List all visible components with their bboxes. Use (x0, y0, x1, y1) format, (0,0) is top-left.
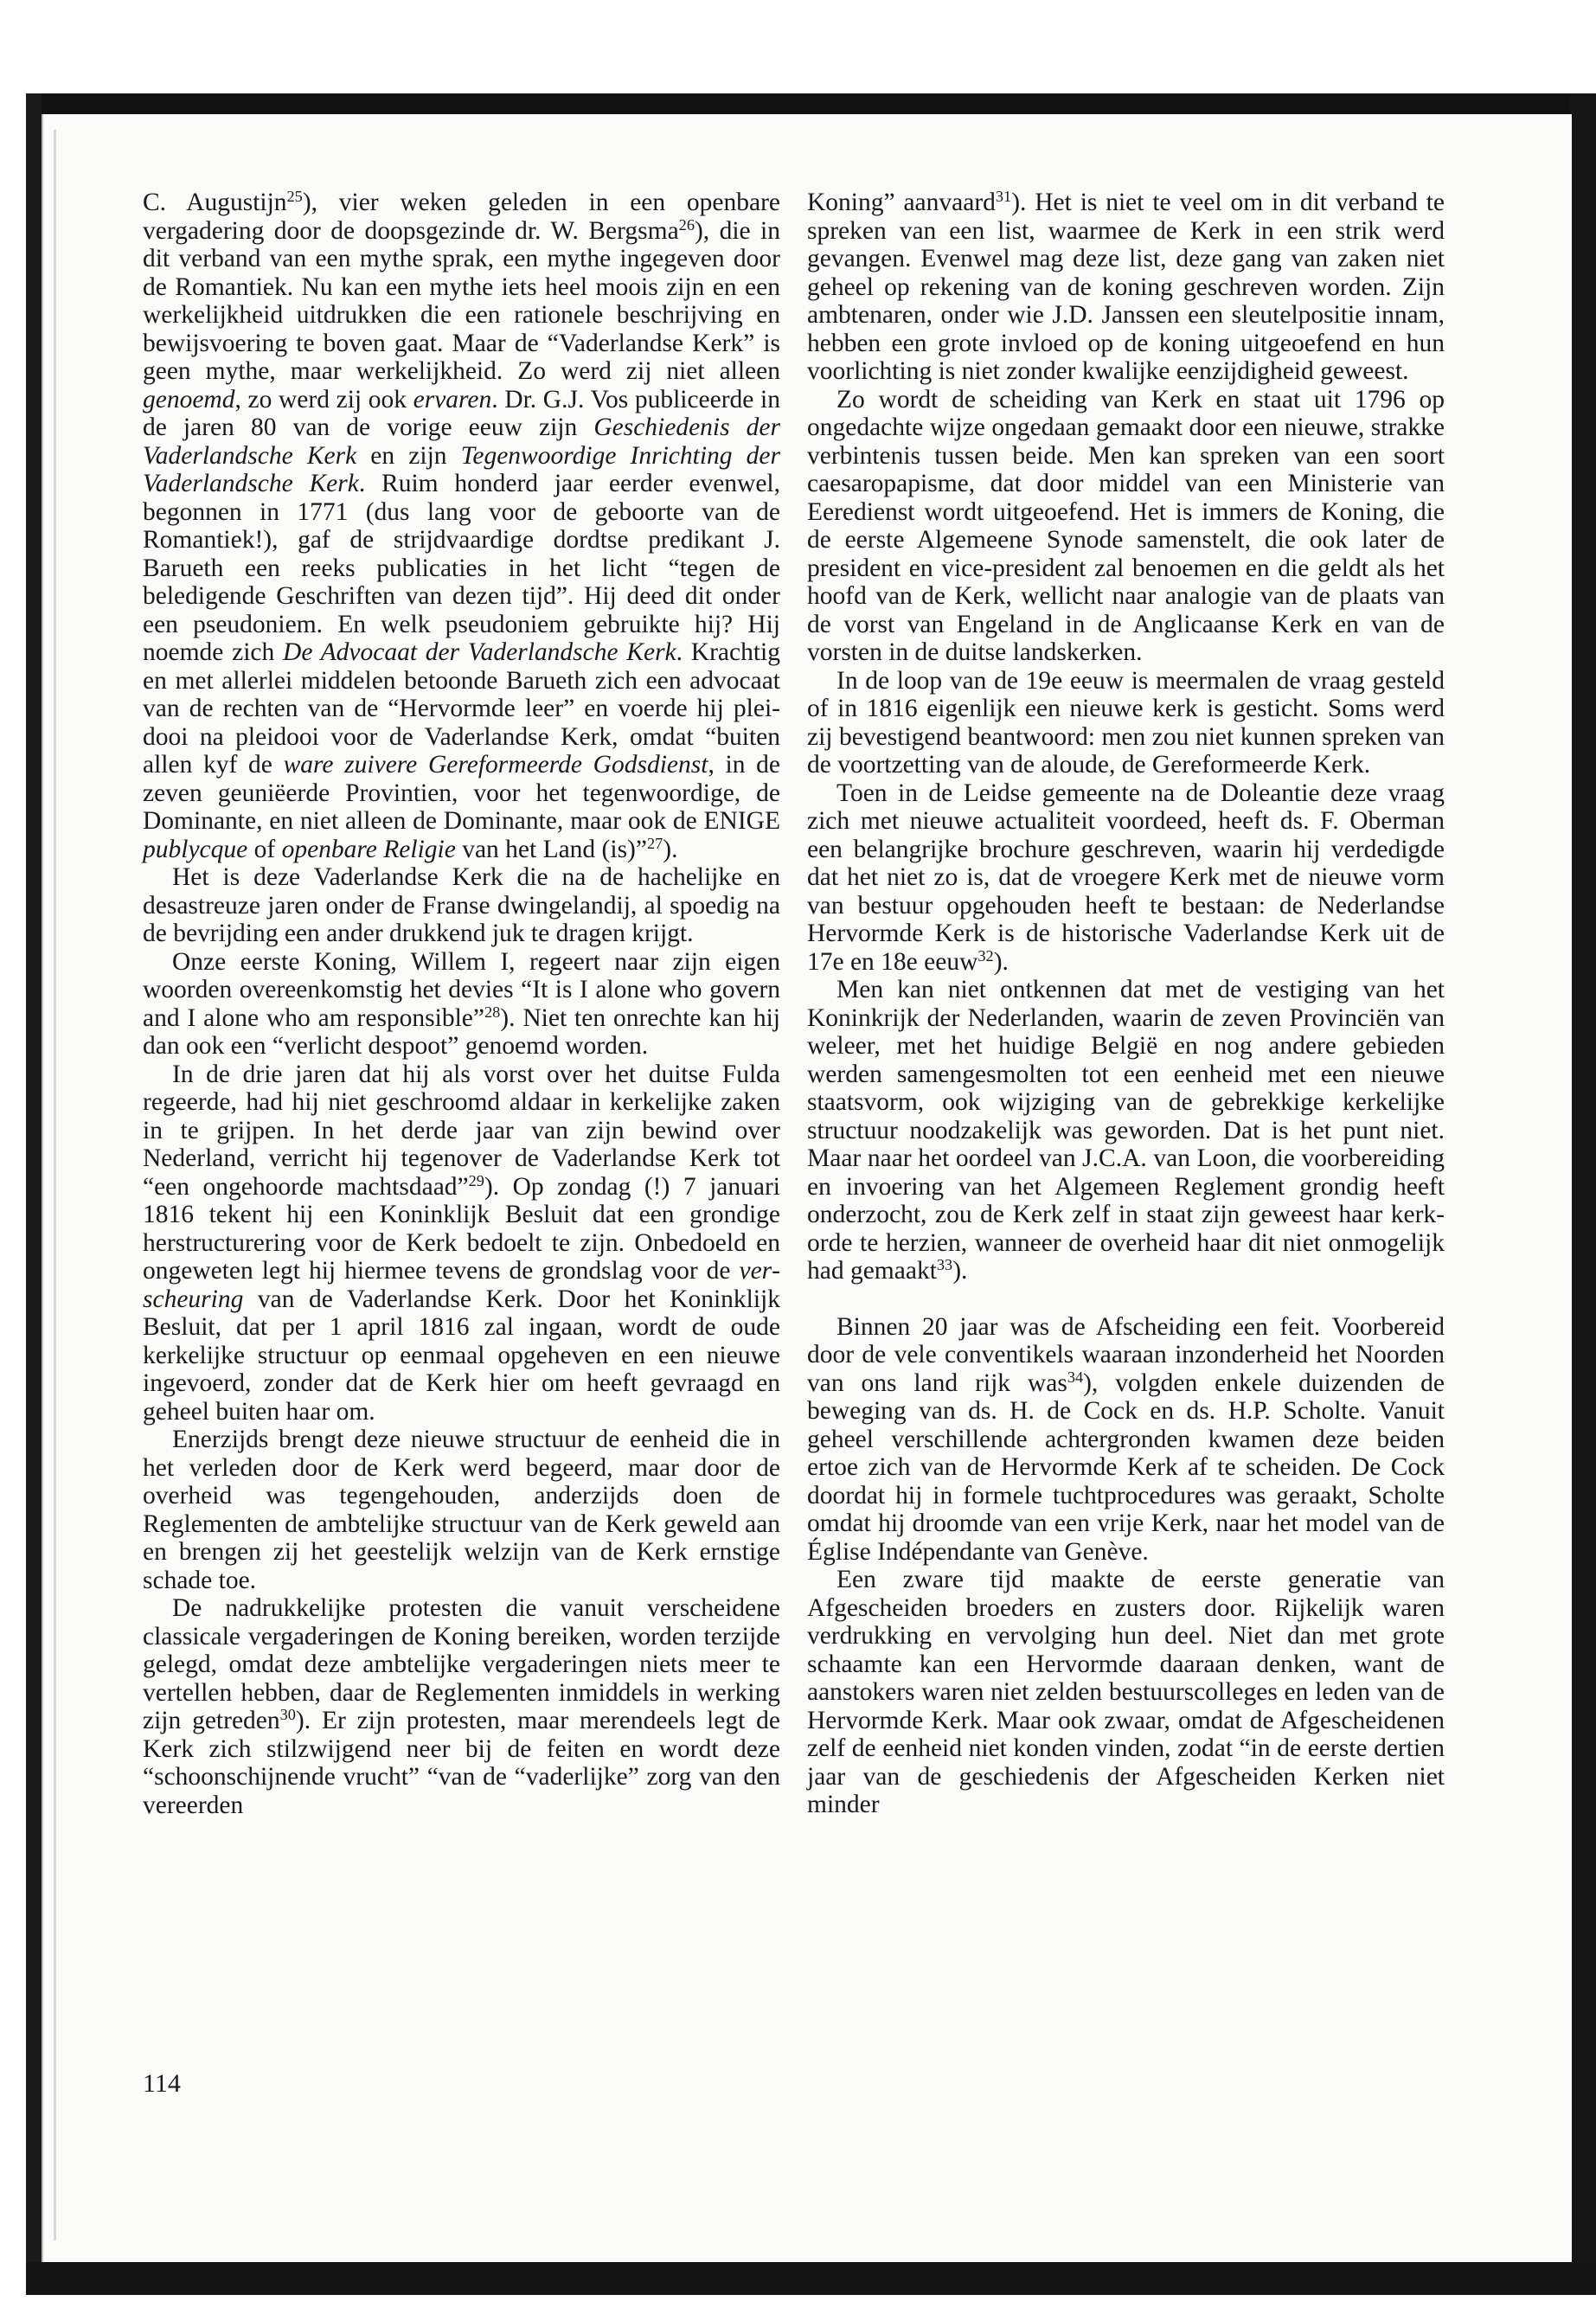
scanner-border-bottom (26, 2262, 1596, 2295)
paragraph: Zo wordt de scheiding van Kerk en staat uit 1796 op ongedachte wijze ongedaan gemaakt door een nieuwe, strakke verbintenis tussen beide. Men kan spreken van een soort caesaropapisme, dat door middel van een Ministerie van Eeredienst wordt uitgeoefend. Het is immers de Koning, die de eerste Algemeene Synode samenstelt, die ook later de president en vice-president zal benoemen en die geldt als het hoofd van de Kerk, wellicht naar analogie van de plaats van de vorst van Engeland in de Anglicaanse Kerk en van de vorsten in de duitse landskerken. (807, 385, 1445, 666)
paragraph: Binnen 20 jaar was de Afscheiding een feit. Voorbereid door de vele conventikels waaraan inzonderheid het Noorden van ons land rijk was$^{34}$), volgden enkele duizenden de beweging van ds. H. de Cock en ds. H.P. Scholte. Vanuit geheel verschillende achtergronden kwamen deze beiden ertoe zich van de Hervormde Kerk af te scheiden. De Cock doordat hij in formele tuchtprocedures was geraakt, Scholte omdat hij droomde van een vrije Kerk, naar het model van de Église Indépendante van Genève. (807, 1312, 1445, 1566)
scanner-border-left (26, 93, 42, 2295)
right-text-column (807, 189, 1445, 1819)
paragraph: Men kan niet ontkennen dat met de vestiging van het Koninkrijk der Nederlanden, waarin de zeven Provinciën van weleer, met het huidige België en nog andere gebieden werden samengesmolten tot een eenheid met een nieuwe staatsvorm, ook wijziging van de gebrekkige kerkelijke structuur noodzakelijk was geworden. Dat is het punt niet. Maar naar het oordeel van J.C.A. van Loon, die voorbereiding en invoering van het Algemeen Reglement grondig heeft onderzocht, zou de Kerk zelf in staat zijn geweest haar kerkorde te herzien, wanneer de overheid haar dit niet onmogelijk had gemaakt$^{33}$). (807, 976, 1445, 1285)
paragraph: Het is deze Vaderlandse Kerk die na de hachelijke en desastreuze jaren onder de Franse dwingelandij, al spoedig na de bevrijding een ander drukkend juk te dragen krijgt. (143, 863, 780, 947)
paragraph: Toen in de Leidse gemeente na de Doleantie deze vraag zich met nieuwe actualiteit voordeed, heeft ds. F. Oberman een belangrijke brochure geschreven, waarin hij verdedigde dat het niet zo is, dat de vroegere Kerk met de nieuwe vorm van bestuur opgehouden heeft te bestaan: de Nederlandse Hervormde Kerk is de historische Vaderlandse Kerk uit de 17e en 18e eeuw$^{32}$). (807, 779, 1445, 976)
paragraph: C. Augustijn$^{25}$), vier weken geleden in een openbare vergadering door de doopsgezinde dr. W. Bergsma$^{26}$), die in dit verband van een mythe sprak, een mythe ingegeven door de Romantiek. Nu kan een mythe iets heel moois zijn en een werkelijkheid uitdrukken die een rationele beschrijving en bewijsvoering te boven gaat. Maar de “Vaderlandse Kerk” is geen mythe, maar werkelijkheid. Zo werd zij niet alleen genoemd, zo werd zij ook ervaren. Dr. G.J. Vos publiceerde in de jaren 80 van de vorige eeuw zijn Geschiedenis der Vaderlandsche Kerk en zijn Tegenwoordige Inrichting der Vaderlandsche Kerk. Ruim honderd jaar eerder evenwel, begonnen in 1771 (dus lang voor de geboorte van de Romantiek!), gaf de strijdvaardige dordtse predikant J. Barueth een reeks publicaties in het licht “tegen de beledigende Geschriften van dezen tijd”. Hij deed dit onder een pseudoniem. En welk pseudoniem gebruikte hij? Hij noemde zich De Advocaat der Vaderlandsche Kerk. Krachtig en met allerlei middelen betoonde Barueth zich een advocaat van de rechten van de “Hervormde leer” en voerde hij pleidooi na pleidooi voor de Vaderlandse Kerk, omdat “buiten allen kyf de ware zuivere Gereformeerde Godsdienst, in de zeven geuniëerde Provintien, voor het tegenwoordige, de Dominante, en niet alleen de Dominante, maar ook de ENIGE publycque of openbare Religie van het Land (is)”$^{27}$). (143, 187, 781, 863)
scanner-border-right (1570, 93, 1596, 2295)
paragraph: De nadrukkelijke protesten die vanuit verscheidene classicale vergaderingen de Koning bereiken, worden terzijde gelegd, omdat deze ambtelijke vergaderingen niets meer te vertellen hebben, daar de Reglementen inmiddels in werking zijn getreden$^{30}$). Er zijn protesten, maar merendeels legt de Kerk zich stilzwijgend neer bij de feiten en wordt deze “schoonschijnende vrucht” “van de “vaderlijke” zorg van den vereerden (143, 1594, 780, 1819)
paragraph: Enerzijds brengt deze nieuwe structuur de eenheid die in het verleden door de Kerk werd begeerd, maar door de overheid was tegengehouden, anderzijds doen de Reglementen de ambtelijke structuur van de Kerk geweld aan en brengen zij het geestelijk welzijn van de Kerk ernstige schade toe. (143, 1426, 780, 1594)
paragraph: Een zware tijd maakte de eerste generatie van Afgescheiden broeders en zusters door. Rijkelijk waren verdrukking en vervolging hun deel. Niet dan met grote schaamte kan een Hervormde daaraan denken, want de aanstokers waren niet zelden bestuurscolleges en leden van de Hervormde Kerk. Maar ook zwaar, omdat de Afgescheidenen zelf de eenheid niet konden vinden, zodat “in de eerste dertien jaar van de geschiedenis der Afgescheiden Kerken niet minder (807, 1566, 1445, 1818)
paragraph: Onze eerste Koning, Willem I, regeert naar zijn eigen woorden overeenkomstig het devies “It is I alone who govern and I alone who am responsible”$^{28}$). Niet ten onrechte kan hij dan ook een “verlicht despoot” genoemd worden. (143, 947, 780, 1060)
left-text-column (143, 189, 780, 1819)
paragraph: In de drie jaren dat hij als vorst over het duitse Fulda regeerde, had hij niet geschroomd aldaar in kerkelijke zaken in te grijpen. In het derde jaar van zijn bewind over Nederland, verricht hij tegenover de Vaderlandse Kerk tot “een ongehoorde machtsdaad”$^{29}$). Op zondag (!) 7 januari 1816 tekent hij een Koninklijk Besluit dat een grondige herstructurering voor de Kerk bedoelt te zijn. Onbedoeld en ongeweten legt hij hiermee tevens de grondslag voor de verscheuring van de Vaderlandse Kerk. Door het Koninklijk Besluit, dat per 1 april 1816 zal ingaan, wordt de oude kerkelijke structuur op eenmaal opgeheven en een nieuwe ingevoerd, zonder dat de Kerk hier om heeft gevraagd en geheel buiten haar om. (143, 1060, 780, 1426)
paragraph: In de loop van de 19e eeuw is meermalen de vraag gesteld of in 1816 eigenlijk een nieuwe kerk is gesticht. Soms werd zij bevestigend beantwoord: men zou niet kunnen spreken van de voortzetting van de aloude, de Gereformeerde Kerk. (807, 666, 1445, 779)
page-number: 114 (143, 2069, 181, 2098)
page-binding-edge (54, 130, 56, 2240)
scanner-border-top (26, 93, 1596, 114)
paragraph: Koning” aanvaard$^{31}$). Het is niet te veel om in dit verband te spreken van een list, waarmee de Kerk in een strik werd gevangen. Evenwel mag deze list, deze gang van zaken niet geheel op rekening van de koning geschreven worden. Zijn ambtenaren, onder wie J.D. Janssen een sleutelpositie innam, hebben een grote invloed op de koning uitgeoefend en hun voorlichting is niet zonder kwalijke eenzijdigheid geweest. (807, 187, 1445, 385)
